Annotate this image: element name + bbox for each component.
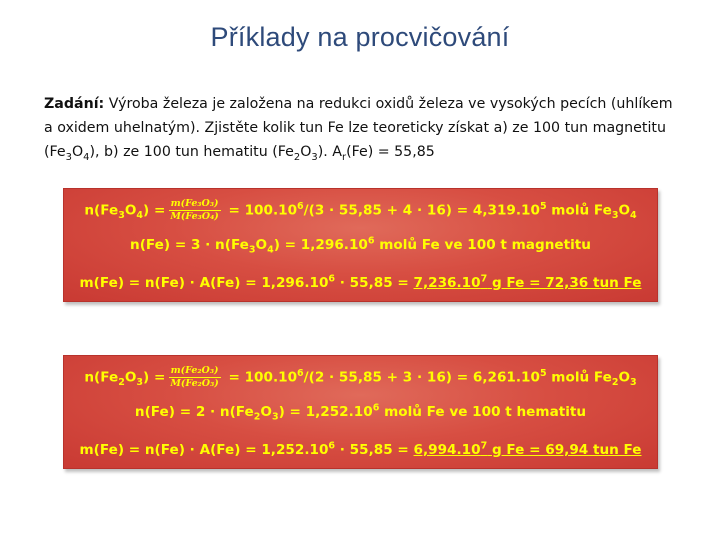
result-part: 6,994.10 [413, 442, 481, 458]
eq-part: · 55,85 = [335, 442, 414, 458]
eq-sup: 6 [328, 273, 336, 285]
eq-part: ) = 1,252.10 [278, 404, 373, 420]
task-sub: 3 [311, 151, 318, 163]
eq-sub: 3 [136, 377, 144, 389]
eq-part: /(3 · 55,85 + 4 · 16) = 4,319.10 [303, 202, 540, 219]
task-sub: 4 [83, 151, 90, 163]
hematite-fe-mass-equation [64, 442, 657, 458]
result-part: 7,236.10 [413, 275, 481, 291]
task-sub: 2 [293, 151, 301, 163]
magnetite-result [414, 275, 642, 291]
eq-part: = 100.10 [223, 369, 298, 386]
fraction [168, 198, 220, 223]
eq-sup: 6 [372, 402, 380, 414]
hematite-moles-equation [64, 365, 657, 390]
task-part: ). A [317, 144, 342, 160]
eq-part: molů Fe ve 100 t hematitu [379, 404, 587, 420]
eq-part: n(Fe) = 2 · n(Fe [134, 404, 254, 420]
eq-part: = 100.10 [223, 202, 298, 219]
eq-part: ) = [143, 202, 166, 219]
eq-sup: 5 [539, 200, 547, 212]
eq-part: /(2 · 55,85 + 3 · 16) = 6,261.10 [303, 369, 540, 386]
eq-sub: 4 [630, 210, 637, 222]
task-label: Zadání: [44, 96, 105, 112]
hematite-fe-moles-equation [64, 402, 657, 423]
eq-sup: 6 [297, 200, 304, 212]
result-part: g Fe = 69,94 tun Fe [487, 442, 642, 458]
eq-sub: 3 [248, 244, 256, 256]
slide-title: Příklady na procvičování [210, 22, 510, 52]
eq-part: O [618, 202, 631, 219]
task-part: ), b) ze 100 tun hematitu (Fe [89, 144, 294, 160]
eq-part: · 55,85 = [335, 275, 414, 291]
task-part: Výroba železa je založena na redukci oxidů železa ve vysokých pecích (uhlíkem a oxidem uhelnatým). Zjistěte kolik tun Fe lze teoreticky získat a) ze 100 tun magnetitu (Fe [44, 96, 673, 160]
task-part: (Fe) = 55,85 [346, 144, 435, 160]
eq-part: O [124, 369, 137, 386]
eq-sup: 6 [328, 440, 336, 452]
eq-part: ) = 1,296.10 [273, 237, 368, 253]
eq-part: n(Fe) = 3 · n(Fe [130, 237, 249, 253]
fraction [168, 365, 220, 390]
hematite-result [414, 442, 642, 458]
eq-part: n(Fe [84, 369, 119, 386]
eq-sub: 2 [118, 377, 125, 389]
eq-sub: 3 [630, 377, 637, 389]
eq-part: O [124, 202, 137, 219]
eq-sub: 3 [611, 210, 619, 222]
magnetite-fe-mass-equation [64, 275, 657, 291]
eq-sub: 2 [611, 377, 619, 389]
eq-sub: 4 [267, 244, 274, 256]
magnetite-moles-equation [64, 198, 657, 223]
eq-sup: 6 [297, 367, 304, 379]
eq-part: m(Fe) = n(Fe) · A(Fe) = 1,252.10 [79, 442, 329, 458]
task-text [44, 92, 684, 164]
task-part: O [71, 144, 84, 160]
eq-part: molů Fe [546, 202, 612, 219]
eq-sup: 5 [539, 367, 547, 379]
magnetite-fe-moles-equation [64, 235, 657, 256]
eq-sup: 6 [367, 235, 375, 247]
fraction-denominator: M(Fe₃O₄) [170, 211, 219, 222]
eq-sup: 7 [480, 273, 488, 285]
task-part: O [300, 144, 312, 160]
eq-part: molů Fe ve 100 t magnetitu [374, 237, 591, 253]
eq-sub: 4 [136, 210, 144, 222]
result-part: g Fe = 72,36 tun Fe [487, 275, 642, 291]
eq-part: m(Fe) = n(Fe) · A(Fe) = 1,296.10 [79, 275, 329, 291]
eq-sup: 7 [480, 440, 488, 452]
fraction-numerator: m(Fe₃O₃) [170, 198, 219, 209]
eq-part: O [618, 369, 631, 386]
task-sub: r [341, 151, 347, 163]
eq-sub: 2 [253, 411, 261, 423]
eq-sub: 3 [271, 411, 279, 423]
task-sub: 3 [65, 151, 72, 163]
eq-part: O [255, 237, 268, 253]
eq-part: O [260, 404, 272, 420]
magnetite-solution-box [63, 188, 658, 302]
eq-sub: 3 [118, 210, 125, 222]
eq-part: ) = [143, 369, 166, 386]
eq-part: n(Fe [84, 202, 119, 219]
hematite-solution-box [63, 355, 658, 469]
eq-part: molů Fe [546, 369, 612, 386]
fraction-denominator: M(Fe₂O₃) [170, 378, 219, 389]
fraction-numerator: m(Fe₂O₃) [170, 365, 219, 376]
